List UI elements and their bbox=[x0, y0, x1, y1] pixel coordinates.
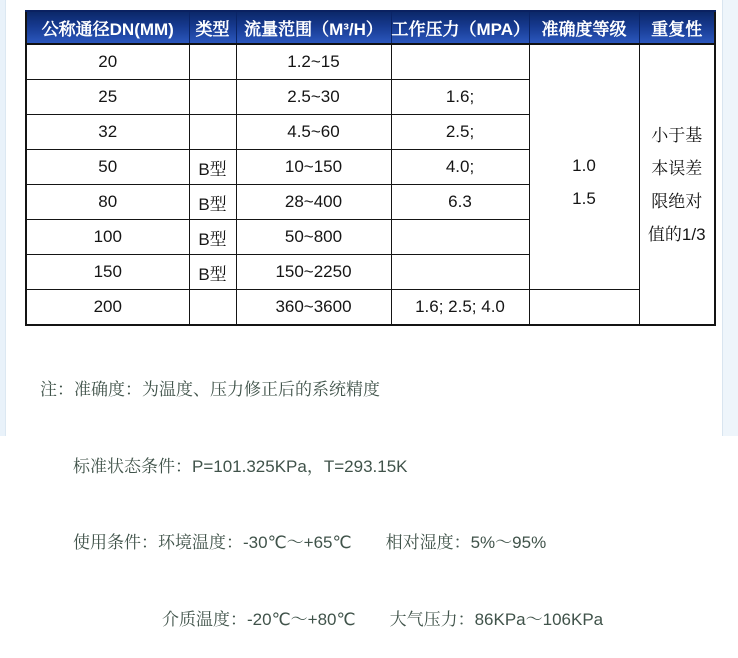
repeatability-text: 小于基 bbox=[651, 125, 703, 145]
flow-cell: 2.5~30 bbox=[236, 80, 391, 115]
dn-cell: 50 bbox=[26, 150, 189, 185]
dn-cell: 80 bbox=[26, 185, 189, 220]
flow-cell: 360~3600 bbox=[236, 290, 391, 326]
pressure-cell: 1.6; bbox=[391, 80, 529, 115]
dn-cell: 200 bbox=[26, 290, 189, 326]
header-row bbox=[26, 11, 715, 44]
dn-cell: 100 bbox=[26, 220, 189, 255]
flow-cell: 50~800 bbox=[236, 220, 391, 255]
col-header-type: 类型 bbox=[189, 11, 236, 44]
type-cell: B型 bbox=[189, 150, 236, 185]
col-header-working-pressure: 工作压力（MPA） bbox=[391, 11, 529, 44]
repeatability-text: 本误差 bbox=[651, 158, 703, 178]
dn-cell: 25 bbox=[26, 80, 189, 115]
accuracy-value: 1.5 bbox=[572, 189, 596, 208]
pressure-cell bbox=[391, 220, 529, 255]
dn-cell: 150 bbox=[26, 255, 189, 290]
col-header-accuracy-class: 准确度等级 bbox=[529, 11, 639, 44]
flow-cell: 10~150 bbox=[236, 150, 391, 185]
note-line-medium-conditions: 介质温度：-20℃～+80℃ 大气压力：86KPa～106KPa bbox=[162, 609, 604, 629]
flow-cell: 1.2~15 bbox=[236, 44, 391, 80]
col-header-repeatability: 重复性 bbox=[639, 11, 715, 44]
pressure-cell: 1.6; 2.5; 4.0 bbox=[391, 290, 529, 326]
type-cell: B型 bbox=[189, 255, 236, 290]
repeatability-text: 限绝对 bbox=[651, 191, 703, 211]
col-header-nominal-diameter: 公称通径DN(MM) bbox=[26, 11, 189, 44]
type-cell: B型 bbox=[189, 220, 236, 255]
type-cell: B型 bbox=[189, 185, 236, 220]
repeatability-text: 值的1/3 bbox=[647, 224, 706, 244]
pressure-cell bbox=[391, 255, 529, 290]
footnotes bbox=[40, 326, 603, 658]
flow-cell: 4.5~60 bbox=[236, 115, 391, 150]
type-cell bbox=[189, 290, 236, 326]
pressure-cell: 2.5; bbox=[391, 115, 529, 150]
type-cell bbox=[189, 80, 236, 115]
pressure-cell bbox=[391, 44, 529, 80]
type-cell bbox=[189, 115, 236, 150]
table-row bbox=[26, 44, 715, 80]
type-cell bbox=[189, 44, 236, 80]
pressure-cell: 4.0; bbox=[391, 150, 529, 185]
accuracy-empty-cell bbox=[529, 290, 639, 326]
right-edge-strip bbox=[722, 0, 738, 436]
repeatability-merged-cell bbox=[639, 44, 715, 325]
spec-table bbox=[25, 10, 716, 326]
note-line-operating-conditions: 使用条件：环境温度：-30℃～+65℃ 相对湿度：5%～95% bbox=[73, 533, 547, 552]
flow-cell: 150~2250 bbox=[236, 255, 391, 290]
accuracy-merged-cell bbox=[529, 44, 639, 290]
dn-cell: 20 bbox=[26, 44, 189, 80]
pressure-cell: 6.3 bbox=[391, 185, 529, 220]
note-line-accuracy: 注：准确度：为温度、压力修正后的系统精度 bbox=[40, 380, 380, 399]
accuracy-value: 1.0 bbox=[572, 156, 596, 175]
table-row bbox=[26, 290, 715, 326]
note-line-standard-state: 标准状态条件：P=101.325KPa，T=293.15K bbox=[73, 456, 408, 476]
col-header-flow-range: 流量范围（M³/H） bbox=[236, 11, 391, 44]
dn-cell: 32 bbox=[26, 115, 189, 150]
left-edge-strip bbox=[0, 0, 6, 436]
flow-cell: 28~400 bbox=[236, 185, 391, 220]
